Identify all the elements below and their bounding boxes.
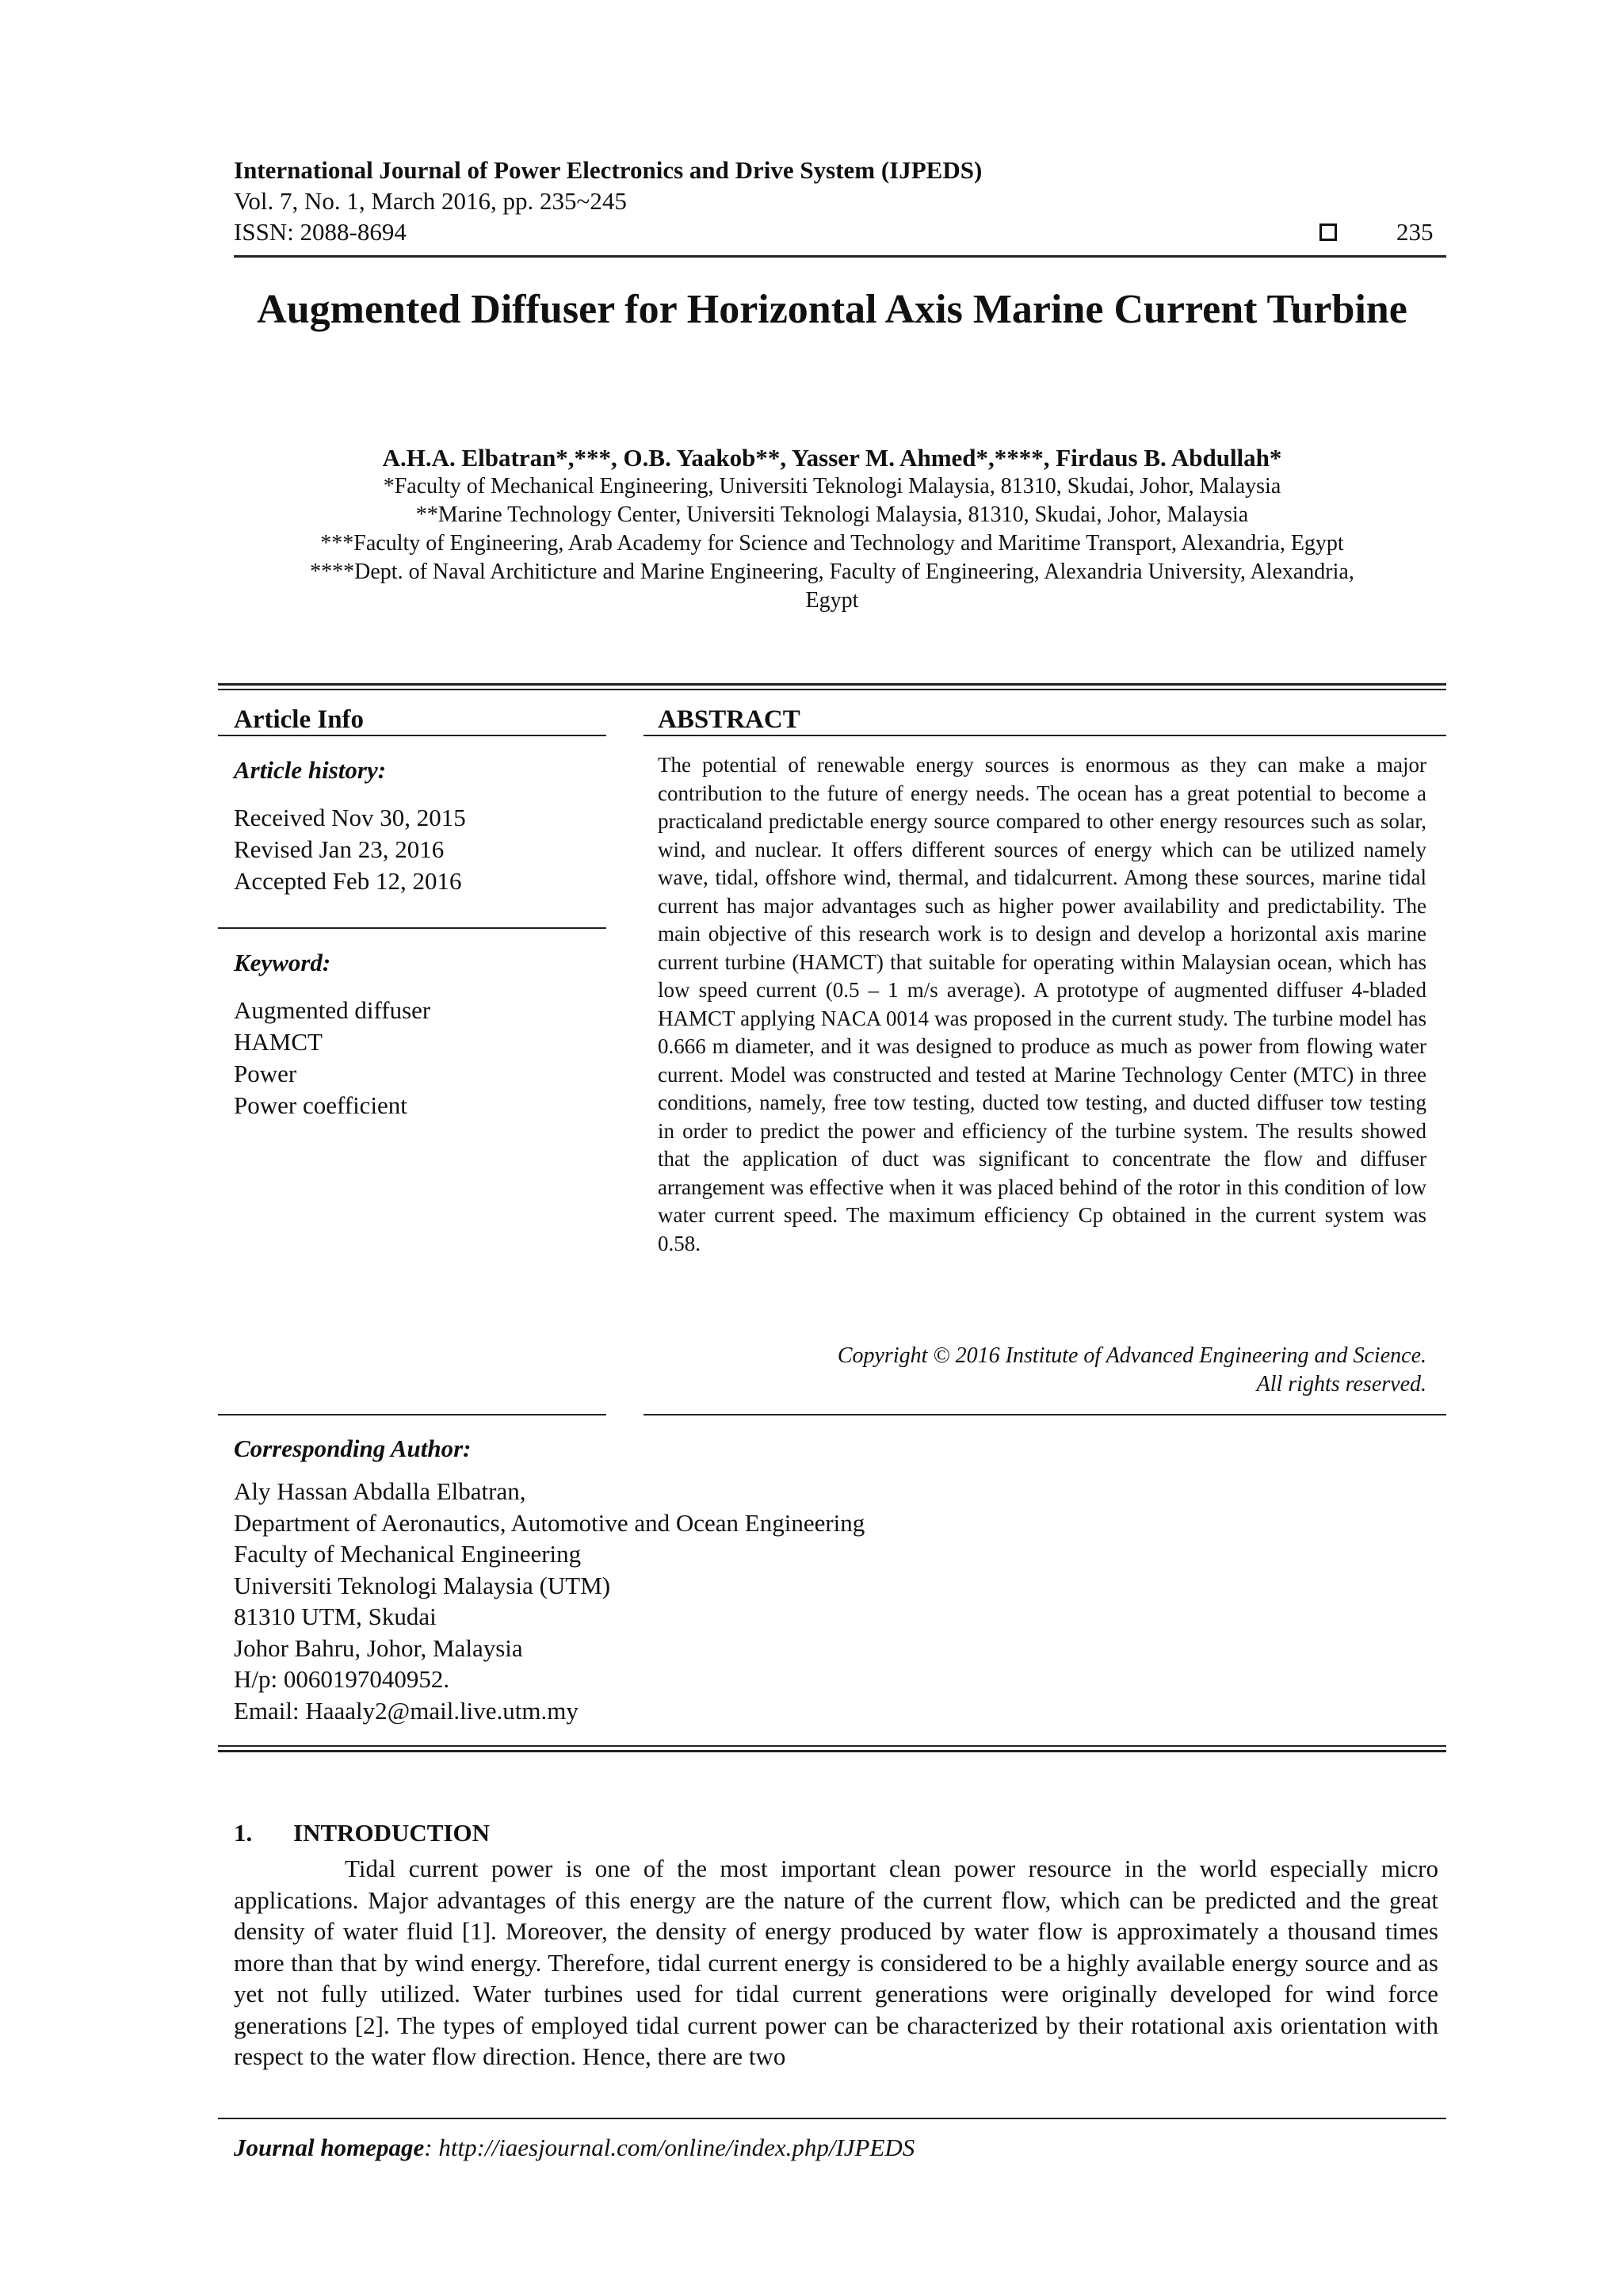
article-history-heading: Article history: [234, 756, 387, 784]
journal-homepage [234, 2134, 915, 2162]
keyword-4: Power coefficient [234, 1091, 407, 1119]
info-box-bottom-rule-2 [218, 1750, 1446, 1752]
copyright-line-2: All rights reserved. [1256, 1372, 1426, 1396]
abstract-heading: ABSTRACT [658, 705, 800, 734]
footer-rule [218, 2118, 1446, 2119]
volume-info: Vol. 7, No. 1, March 2016, pp. 235~245 [234, 187, 627, 215]
paper-title: Augmented Diffuser for Horizontal Axis Marine Current Turbine [257, 287, 1407, 332]
intro-text: Tidal current power is one of the most important clean power resource in the world especially micro applications. Major advantages of this energy are the nature of the current flow, which can be predicted and the great density of water fluid [1]. Moreover, the density of energy produced by water flow is approximately a thousand times more than that by wind energy. Therefore, tidal current energy is considered to be a highly available energy source and as yet not fully utilized. Water turbines used for tidal current generations were originally developed for wind force generations [2]. The types of employed tidal current power can be characterized by their rotational axis orientation with respect to the water flow direction. Hence, there are two [234, 1855, 1438, 2070]
affiliation-3: ***Faculty of Engineering, Arab Academy for Science and Technology and Maritime Transport, Alexandria, Egypt [320, 531, 1344, 556]
article-info-bottom-rule [218, 1414, 606, 1415]
corresponding-heading: Corresponding Author: [234, 1435, 472, 1462]
info-box-top-rule-2 [218, 689, 1446, 690]
corresponding-line: Johor Bahru, Johor, Malaysia [234, 1633, 523, 1662]
corresponding-line: Aly Hassan Abdalla Elbatran, [234, 1477, 526, 1505]
keyword-rule [218, 927, 606, 929]
email-line: Email: Haaaly2@mail.live.utm.my [234, 1696, 579, 1725]
section-number: 1. [234, 1819, 253, 1847]
affiliation-2: **Marine Technology Center, Universiti Teknologi Malaysia, 81310, Skudai, Johor, Malaysia [415, 502, 1249, 527]
keyword-heading: Keyword: [234, 949, 331, 976]
received-date: Received Nov 30, 2015 [234, 804, 466, 831]
info-box-top-rule [218, 683, 1446, 686]
checkbox-icon [1319, 223, 1337, 241]
corresponding-line: Department of Aeronautics, Automotive and Ocean Engineering [234, 1508, 865, 1537]
corresponding-line: Universiti Teknologi Malaysia (UTM) [234, 1571, 611, 1599]
abstract-rule [643, 735, 1446, 736]
corresponding-block [234, 1476, 865, 1726]
keyword-2: HAMCT [234, 1028, 323, 1056]
revised-date: Revised Jan 23, 2016 [234, 835, 445, 863]
corresponding-line: 81310 UTM, Skudai [234, 1603, 437, 1630]
affiliation-4: ****Dept. of Naval Architicture and Marine Engineering, Faculty of Engineering, Alexandria University, Alexandria, [310, 560, 1354, 584]
article-info-rule [218, 735, 606, 736]
abstract-text: The potential of renewable energy sources is enormous as they can make a major contribution to the future of energy needs. The ocean has a great potential to become a practicaland predictable energy source compared to other energy resources such as solar, wind, and nuclear. It offers different sources of energy which can be utilized namely wave, tidal, offshore wind, thermal, and tidalcurrent. Among these sources, marine tidal current has major advantages such as higher power availability and predictability. The main objective of this research work is to design and develop a horizontal axis marine current turbine (HAMCT) that suitable for operating within Malaysian ocean, which has low speed current (0.5 – 1 m/s average). A prototype of augmented diffuser 4-bladed HAMCT applying NACA 0014 was proposed in the current study. The turbine model has 0.666 m diameter, and it was designed to produce as much as power from flowing water current. Model was constructed and tested at Marine Technology Center (MTC) in three conditions, namely, free tow testing, ducted tow testing, and ducted diffuser tow testing in order to predict the power and efficiency of the turbine system. The results showed that the application of duct was significant to concentrate the flow and diffuser arrangement was effective when it was placed behind of the rotor in this condition of low water current speed. The maximum efficiency Cp obtained in the current system was 0.58. [658, 753, 1426, 1255]
info-box-bottom-rule [218, 1745, 1446, 1747]
section-heading: INTRODUCTION [293, 1819, 491, 1847]
intro-paragraph [234, 1853, 1438, 2073]
affiliation-1: *Faculty of Mechanical Engineering, Universiti Teknologi Malaysia, 81310, Skudai, Johor, Malaysia [383, 474, 1281, 499]
keyword-1: Augmented diffuser [234, 996, 431, 1024]
corresponding-line: H/p: 0060197040952. [234, 1665, 450, 1693]
article-info-heading: Article Info [234, 705, 365, 734]
author-names: A.H.A. Elbatran*,***, O.B. Yaakob**, Yasser M. Ahmed*,****, Firdaus B. Abdullah* [382, 444, 1282, 472]
journal-name: International Journal of Power Electronics and Drive System (IJPEDS) [234, 156, 983, 184]
homepage-label: Journal homepage [234, 2134, 425, 2161]
copyright-line-1: Copyright © 2016 Institute of Advanced Engineering and Science. [837, 1343, 1426, 1368]
affiliation-5: Egypt [805, 588, 859, 613]
issn: ISSN: 2088-8694 [234, 218, 407, 246]
keyword-3: Power [234, 1060, 297, 1087]
homepage-url[interactable]: : http://iaesjournal.com/online/index.php/IJPEDS [424, 2134, 915, 2161]
corresponding-line: Faculty of Mechanical Engineering [234, 1540, 582, 1568]
page-number: 235 [1396, 218, 1434, 246]
author-block [158, 444, 1506, 615]
accepted-date: Accepted Feb 12, 2016 [234, 867, 462, 895]
abstract-bottom-rule [643, 1414, 1446, 1415]
header-rule [234, 255, 1446, 258]
